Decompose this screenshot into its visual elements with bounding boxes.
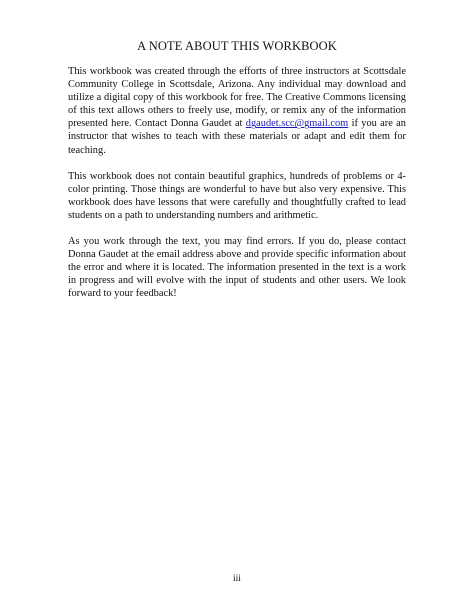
document-body xyxy=(68,65,406,314)
email-link[interactable]: dgaudet.scc@gmail.com xyxy=(245,118,349,130)
paragraph-intro-text-end: if you are an instructor that wishes to teach with these materials or adapt and edit them for teaching. xyxy=(68,118,406,156)
page-title: A NOTE ABOUT THIS WORKBOOK xyxy=(137,39,337,53)
page-number: iii xyxy=(233,574,241,584)
paragraph-feedback: As you work through the text, you may find errors. If you do, please contact Donna Gaudet at the email address above and provide specific information about the error and where it is located. The information presented in the text is a work in progress and will evolve with the input of students and other users. We look forward to your feedback! xyxy=(68,236,406,300)
paragraph-description: This workbook does not contain beautiful graphics, hundreds of problems or 4-color printing. Those things are wonderful to have but also very expensive. This workbook does have lessons that were carefully and thoughtfully crafted to lead students on a path to understanding numbers and arithmetic. xyxy=(68,170,406,221)
paragraph-intro xyxy=(68,65,406,157)
paragraph-intro-text-start: This workbook was created through the efforts of three instructors at Scottsdale Community College in Scottsdale, Arizona. Any individual may download and utilize a digital copy of this workbook for free. The Creative Commons licensing of this text allows others to freely use, modify, or remix any of the information presented here. Contact Donna Gaudet at xyxy=(68,66,406,130)
